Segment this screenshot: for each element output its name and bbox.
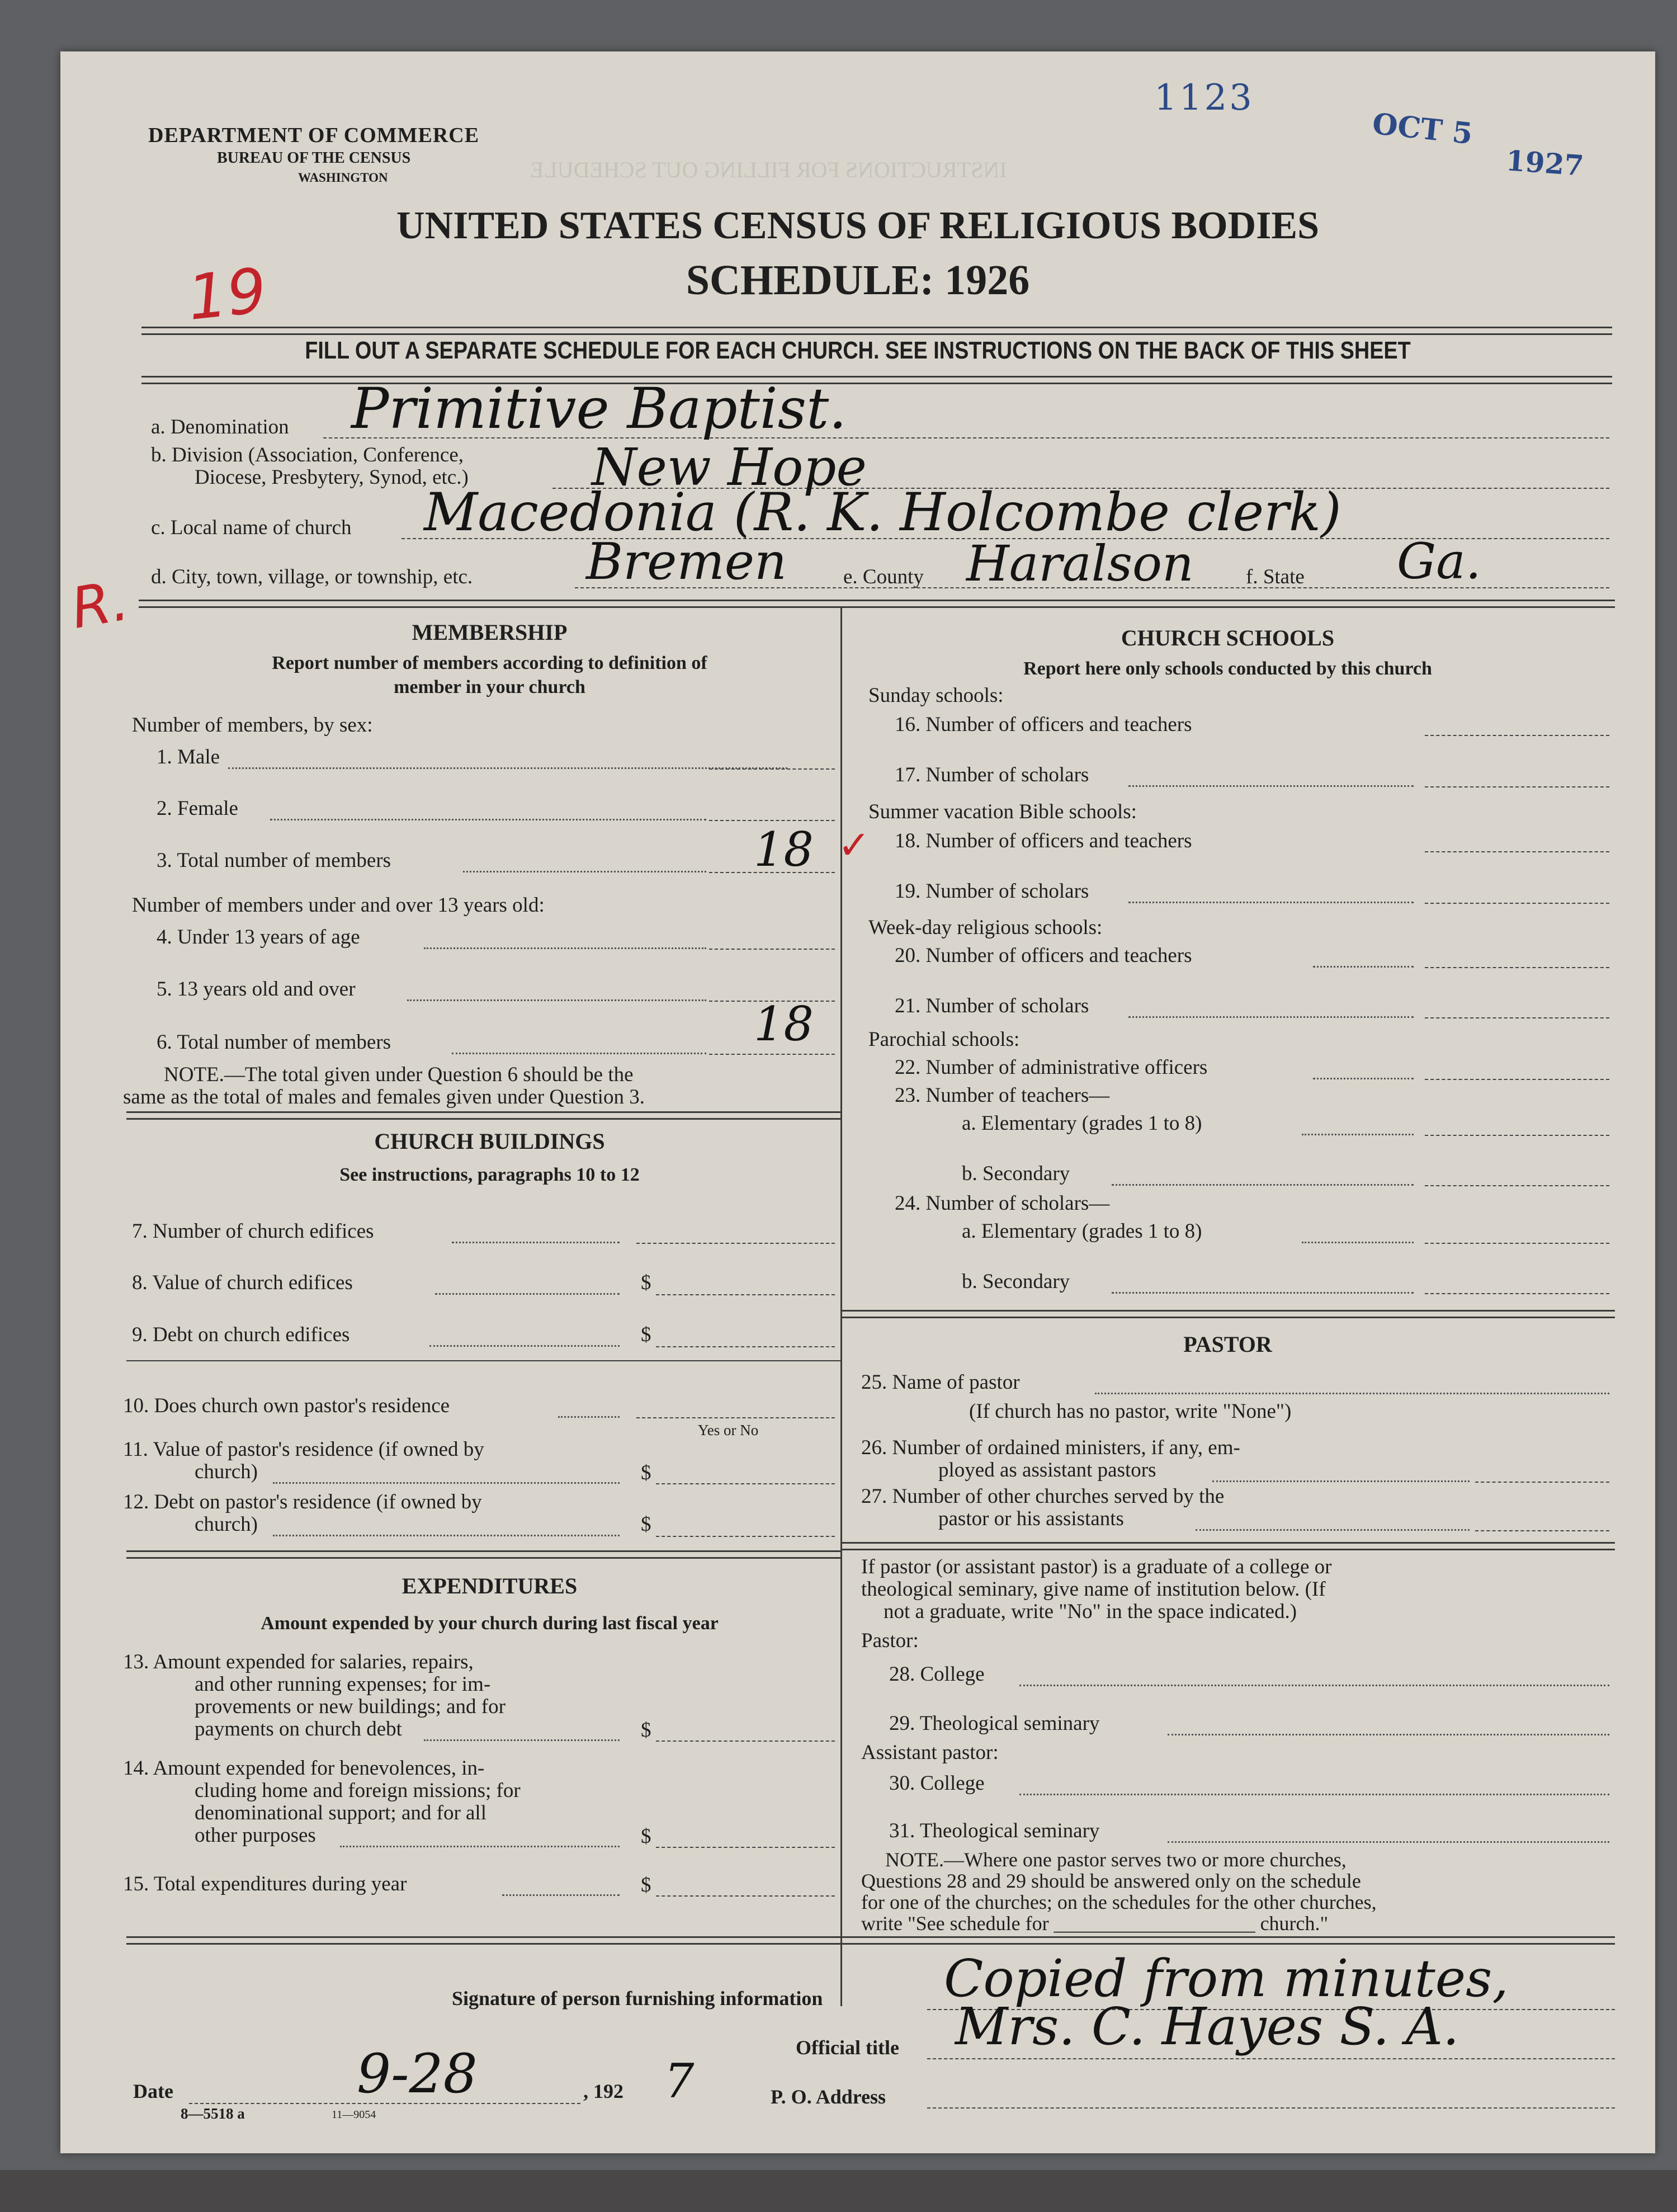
bureau-name: BUREAU OF THE CENSUS: [217, 149, 411, 167]
form-title: UNITED STATES CENSUS OF RELIGIOUS BODIES: [396, 204, 1320, 247]
q3-total-label: 3. Total number of members: [157, 849, 391, 872]
leader-dots: [429, 1345, 620, 1347]
q31-field: [1168, 1841, 1609, 1843]
q27-label-continued: pastor or his assistants: [938, 1507, 1124, 1530]
leader-dots: [424, 947, 706, 949]
q4-under-13-label: 4. Under 13 years of age: [157, 926, 360, 949]
q23b-label: b. Secondary: [962, 1162, 1070, 1185]
rule: [842, 1542, 1615, 1550]
denomination-value: Primitive Baptist.: [351, 376, 847, 441]
q11-residence-value-label-continued: church): [195, 1460, 258, 1483]
signature-value: Copied from minutes,: [944, 1949, 1509, 2008]
leader-dots: [452, 1242, 620, 1243]
rule: [139, 600, 1615, 608]
date-label: Date: [133, 2080, 173, 2102]
q1-male-field: [709, 768, 835, 770]
city-value: Bremen: [586, 532, 787, 591]
q31-label: 31. Theological seminary: [889, 1819, 1100, 1842]
graduate-instruction-line-2: theological seminary, give name of institution below. (If: [861, 1578, 1326, 1601]
q28-field: [1019, 1685, 1609, 1686]
q26-field: [1475, 1482, 1609, 1483]
q29-label: 29. Theological seminary: [889, 1712, 1100, 1735]
q14-field: [656, 1847, 835, 1848]
membership-title: MEMBERSHIP: [412, 620, 568, 645]
po-address-label: P. O. Address: [771, 2086, 886, 2108]
q25-note: (If church has no pastor, write "None"): [969, 1400, 1292, 1423]
handwritten-page-number: 19: [184, 254, 270, 334]
leader-dots: [273, 1535, 620, 1536]
q3-total-value: 18: [754, 822, 814, 877]
q12-residence-debt-label-continued: church): [195, 1513, 258, 1536]
q9-debt-field: [656, 1346, 835, 1347]
q29-field: [1168, 1734, 1609, 1735]
department-name: DEPARTMENT OF COMMERCE: [148, 124, 480, 147]
q24b-label: b. Secondary: [962, 1270, 1070, 1293]
rule: [842, 1310, 1615, 1318]
pastor-note-line-4: write "See schedule for ____________________ church.": [861, 1912, 1329, 1935]
q14-label-line-4: other purposes: [195, 1824, 316, 1847]
q23a-field: [1425, 1135, 1609, 1136]
pastor-title: PASTOR: [1183, 1332, 1272, 1357]
q24b-field: [1425, 1293, 1609, 1294]
members-by-age-label: Number of members under and over 13 years old:: [132, 894, 545, 917]
membership-note-continued: same as the total of males and females given under Question 3.: [123, 1086, 645, 1109]
leader-dots: [1095, 1393, 1609, 1394]
q26-label: 26. Number of ordained ministers, if any, em-: [861, 1436, 1240, 1459]
leader-dots: [502, 1894, 620, 1896]
q13-label-line-4: payments on church debt: [195, 1718, 402, 1741]
county-value: Haralson: [966, 535, 1194, 592]
yes-or-no-hint: Yes or No: [698, 1422, 759, 1438]
form-number: 8—5518 a: [181, 2105, 245, 2122]
q23a-label: a. Elementary (grades 1 to 8): [962, 1112, 1202, 1135]
year-prefix: , 192: [583, 2080, 623, 2102]
date-stamp: OCT 5: [1371, 106, 1475, 152]
q28-label: 28. College: [889, 1663, 985, 1686]
dollar-sign: $: [641, 1513, 651, 1536]
graduate-instruction-line-3: not a graduate, write "No" in the space indicated.): [884, 1600, 1297, 1623]
division-label-continued: Diocese, Presbytery, Synod, etc.): [195, 466, 469, 489]
q8-value-field: [656, 1294, 835, 1295]
bureau-city: WASHINGTON: [298, 171, 388, 185]
pastor-subsection-label: Pastor:: [861, 1629, 919, 1652]
q27-label: 27. Number of other churches served by the: [861, 1485, 1225, 1508]
q12-residence-debt-field: [656, 1536, 835, 1537]
signature-label: Signature of person furnishing information: [452, 1987, 823, 2010]
leader-dots: [1128, 1016, 1414, 1018]
year-stamp: 1927: [1505, 144, 1585, 182]
q18-label: 18. Number of officers and teachers: [895, 829, 1192, 852]
graduate-instruction: If pastor (or assistant pastor) is a graduate of a college or: [861, 1555, 1332, 1578]
state-value: Ga.: [1397, 532, 1481, 590]
q11-residence-value-label: 11. Value of pastor's residence (if owned by: [123, 1438, 484, 1461]
rule: [141, 327, 1612, 335]
pastor-note: NOTE.—Where one pastor serves two or more churches,: [885, 1848, 1347, 1871]
q2-female-label: 2. Female: [157, 797, 238, 820]
q13-label-line-3: provements or new buildings; and for: [195, 1695, 506, 1718]
q15-label: 15. Total expenditures during year: [123, 1873, 407, 1895]
q24-label: 24. Number of scholars—: [895, 1192, 1110, 1215]
q26-label-continued: ployed as assistant pastors: [938, 1459, 1156, 1482]
q12-residence-debt-label: 12. Debt on pastor's residence (if owned by: [123, 1491, 482, 1513]
q30-field: [1019, 1794, 1609, 1795]
leader-dots: [1128, 902, 1414, 903]
q8-value-label: 8. Value of church edifices: [132, 1271, 353, 1294]
q4-under-13-field: [709, 949, 835, 950]
q30-label: 30. College: [889, 1772, 985, 1795]
summer-schools-label: Summer vacation Bible schools:: [868, 800, 1137, 823]
leader-dots: [340, 1846, 620, 1847]
q24a-label: a. Elementary (grades 1 to 8): [962, 1220, 1202, 1243]
schools-intro: Report here only schools conducted by this church: [1023, 658, 1432, 679]
members-by-sex-label: Number of members, by sex:: [132, 714, 373, 737]
membership-intro: Report number of members according to definition of: [272, 653, 707, 673]
q17-field: [1425, 786, 1609, 787]
weekday-schools-label: Week-day religious schools:: [868, 916, 1103, 939]
date-value: 9-28: [357, 2043, 478, 2105]
pastor-note-line-2: Questions 28 and 29 should be answered only on the schedule: [861, 1870, 1361, 1892]
leader-dots: [1196, 1529, 1470, 1531]
dollar-sign: $: [641, 1719, 651, 1742]
leader-dots: [1313, 966, 1414, 968]
rule: [126, 1936, 1615, 1945]
q15-field: [656, 1895, 835, 1897]
city-label: d. City, town, village, or township, etc.: [151, 565, 473, 588]
dollar-sign: $: [641, 1271, 651, 1294]
official-title-value: Mrs. C. Hayes S. A.: [955, 1997, 1459, 2057]
official-title-line: [927, 2058, 1615, 2059]
q6-total-field: [709, 1054, 835, 1055]
assistant-pastor-label: Assistant pastor:: [861, 1741, 999, 1764]
q11-residence-value-field: [656, 1483, 835, 1484]
parochial-schools-label: Parochial schools:: [868, 1028, 1020, 1051]
print-number: 11—9054: [332, 2109, 376, 2121]
handwritten-initial: R.: [66, 567, 134, 642]
q23-label: 23. Number of teachers—: [895, 1084, 1110, 1107]
q13-label-line-2: and other running expenses; for im-: [195, 1673, 491, 1696]
year-value: 7: [664, 2054, 695, 2109]
schools-title: CHURCH SCHOOLS: [1121, 625, 1335, 650]
q13-field: [656, 1741, 835, 1742]
leader-dots: [228, 767, 787, 769]
expenditures-title: EXPENDITURES: [401, 1573, 578, 1598]
q24a-field: [1425, 1243, 1609, 1244]
division-value: New Hope: [592, 437, 867, 497]
q20-label: 20. Number of officers and teachers: [895, 944, 1192, 967]
q1-male-label: 1. Male: [157, 746, 220, 768]
rule: [126, 1550, 840, 1559]
q21-label: 21. Number of scholars: [895, 994, 1089, 1017]
red-check-mark: ✓: [838, 822, 871, 868]
division-label: b. Division (Association, Conference,: [151, 444, 464, 466]
leader-dots: [558, 1416, 620, 1418]
leader-dots: [273, 1482, 620, 1484]
leader-dots: [1302, 1134, 1414, 1135]
sunday-schools-label: Sunday schools:: [868, 684, 1004, 707]
local-name-value: Macedonia (R. K. Holcombe clerk): [424, 482, 1341, 543]
bleed-through-title: INSTRUCTIONS FOR FILLING OUT SCHEDULE: [530, 157, 1007, 182]
q17-label: 17. Number of scholars: [895, 763, 1089, 786]
leader-dots: [1128, 785, 1414, 787]
leader-dots: [435, 1293, 620, 1295]
dollar-sign: $: [641, 1323, 651, 1346]
form-subtitle: SCHEDULE: 1926: [686, 257, 1030, 304]
q2-female-field: [709, 820, 835, 821]
dollar-sign: $: [641, 1874, 651, 1897]
column-divider: [840, 608, 842, 2006]
dollar-sign: $: [641, 1461, 651, 1484]
q25-label: 25. Name of pastor: [861, 1371, 1020, 1394]
leader-dots: [1313, 1078, 1414, 1079]
membership-intro-continued: member in your church: [394, 677, 585, 697]
leader-dots: [424, 1739, 620, 1741]
q14-label-line-2: cluding home and foreign missions; for: [195, 1779, 521, 1802]
q18-field: [1425, 851, 1609, 852]
po-address-line: [927, 2107, 1615, 2109]
receipt-number-stamp: 1123: [1154, 77, 1254, 119]
q10-residence-field: [636, 1417, 835, 1418]
leader-dots: [1112, 1184, 1414, 1186]
separate-schedule-instruction: FILL OUT A SEPARATE SCHEDULE FOR EACH CHURCH. SEE INSTRUCTIONS ON THE BACK OF THIS SHEET: [305, 337, 1411, 364]
official-title-label: Official title: [796, 2036, 899, 2059]
q10-residence-label: 10. Does church own pastor's residence: [123, 1394, 450, 1417]
leader-dots: [1212, 1480, 1470, 1482]
denomination-label: a. Denomination: [151, 416, 289, 438]
rule: [126, 1360, 840, 1361]
q27-field: [1475, 1530, 1609, 1531]
pastor-note-line-3: for one of the churches; on the schedules for the other churches,: [861, 1891, 1377, 1913]
rule: [126, 1111, 840, 1120]
q19-label: 19. Number of scholars: [895, 880, 1089, 903]
q7-edifices-label: 7. Number of church edifices: [132, 1220, 374, 1243]
q6-total-value: 18: [754, 997, 814, 1051]
membership-note: NOTE.—The total given under Question 6 should be the: [164, 1063, 634, 1086]
q6-total-label: 6. Total number of members: [157, 1031, 391, 1054]
leader-dots: [452, 1053, 706, 1054]
census-schedule-sheet: [60, 51, 1655, 2153]
q19-field: [1425, 903, 1609, 904]
leader-dots: [1112, 1292, 1414, 1294]
q23b-field: [1425, 1185, 1609, 1186]
desk-background: [0, 2170, 1677, 2212]
q21-field: [1425, 1017, 1609, 1018]
state-label: f. State: [1246, 565, 1305, 588]
q22-label: 22. Number of administrative officers: [895, 1056, 1208, 1079]
q14-label: 14. Amount expended for benevolences, in-: [123, 1757, 485, 1780]
q20-field: [1425, 967, 1609, 968]
buildings-title: CHURCH BUILDINGS: [374, 1129, 605, 1154]
q22-field: [1425, 1079, 1609, 1080]
q13-label: 13. Amount expended for salaries, repairs,: [123, 1650, 474, 1673]
q5-13-and-over-label: 5. 13 years old and over: [157, 978, 356, 1001]
q16-field: [1425, 735, 1609, 736]
expenditures-intro: Amount expended by your church during last fiscal year: [261, 1613, 719, 1634]
q7-edifices-field: [636, 1243, 835, 1244]
q14-label-line-3: denominational support; and for all: [195, 1801, 486, 1824]
local-name-label: c. Local name of church: [151, 516, 352, 539]
q16-label: 16. Number of officers and teachers: [895, 713, 1192, 736]
buildings-intro: See instructions, paragraphs 10 to 12: [339, 1164, 640, 1185]
leader-dots: [463, 871, 706, 872]
dollar-sign: $: [641, 1825, 651, 1848]
q9-debt-label: 9. Debt on church edifices: [132, 1323, 350, 1346]
county-label: e. County: [843, 565, 924, 588]
leader-dots: [270, 819, 706, 820]
leader-dots: [407, 999, 706, 1001]
leader-dots: [1302, 1242, 1414, 1243]
